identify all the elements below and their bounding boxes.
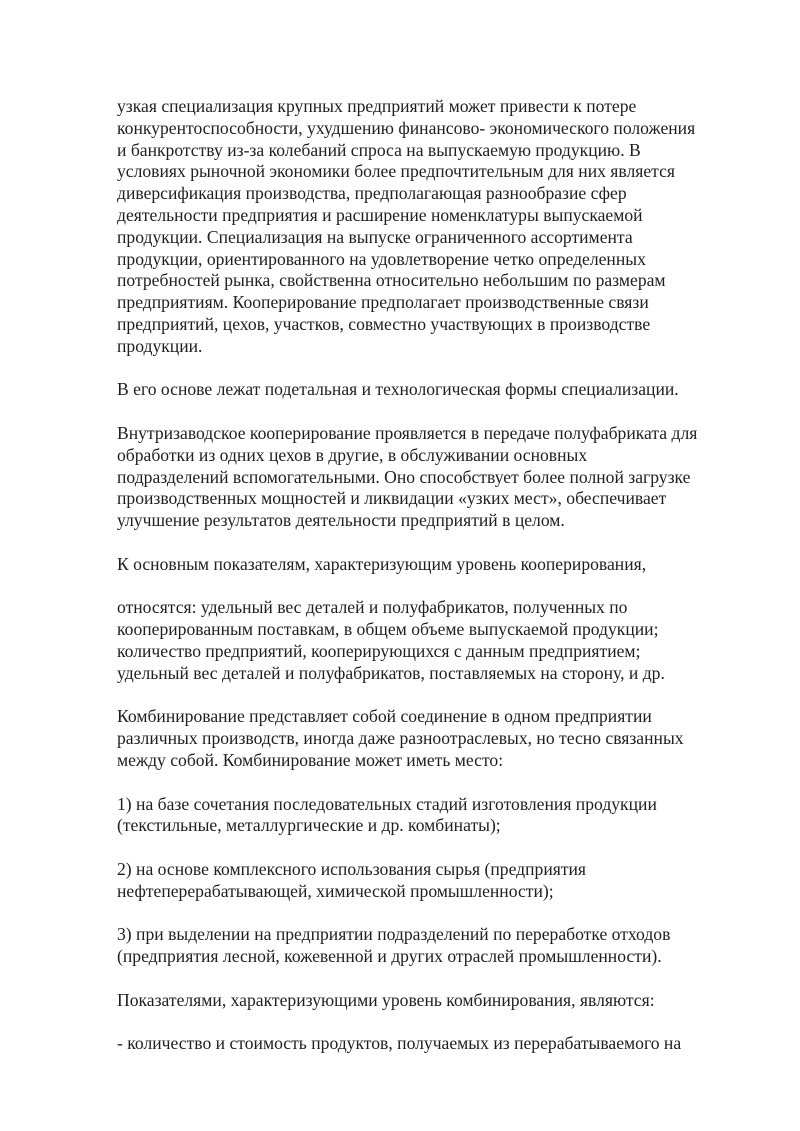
text-line: условиях рыночной экономики более предпочтительным для них является	[117, 161, 675, 182]
text-line: узкая специализация крупных предприятий может привести к потере	[117, 96, 637, 116]
list-item-paragraph	[117, 794, 749, 838]
text-line: К основным показателям, характеризующим уровень кооперирования,	[117, 553, 647, 574]
paragraph	[117, 96, 749, 358]
paragraph	[117, 554, 749, 576]
paragraph	[117, 990, 749, 1012]
text-line: диверсификация производства, предполагающая разнообразие сфер	[117, 183, 627, 204]
text-line: между собой. Комбинирование может иметь место:	[117, 749, 504, 770]
text-line: Внутризаводское кооперирование проявляется в передаче полуфабриката для	[117, 422, 698, 443]
text-line: конкурентоспособности, ухудшению финансово- экономического положения	[117, 117, 696, 138]
text-line: (предприятия лесной, кожевенной и других отраслей промышленности).	[117, 946, 662, 967]
list-item-paragraph	[117, 924, 749, 968]
list-item-paragraph	[117, 859, 749, 903]
text-line: относятся: удельный вес деталей и полуфабрикатов, полученных по	[117, 597, 628, 618]
text-line: кооперированным поставкам, в общем объеме выпускаемой продукции;	[117, 619, 659, 640]
text-line: потребностей рынка, свойственна относительно небольшим по размерам	[117, 270, 666, 291]
text-line: различных производств, иногда даже разноотраслевых, но тесно связанных	[117, 728, 684, 749]
document-page	[117, 96, 749, 1077]
text-line: удельный вес деталей и полуфабрикатов, поставляемых на сторону, и др.	[117, 662, 665, 683]
text-line: Показателями, характеризующими уровень комбинирования, являются:	[117, 989, 655, 1010]
text-line: В его основе лежат подетальная и технологическая формы специализации.	[117, 379, 679, 400]
paragraph	[117, 423, 749, 532]
text-line: количество предприятий, кооперирующихся с данным предприятием;	[117, 640, 641, 661]
text-line: - количество и стоимость продуктов, получаемых из перерабатываемого на	[117, 1033, 682, 1054]
text-line: 3) при выделении на предприятии подразделений по переработке отходов	[117, 924, 671, 945]
text-line: обработки из одних цехов в другие, в обслуживании основных	[117, 444, 588, 465]
text-line: Комбинирование представляет собой соединение в одном предприятии	[117, 706, 652, 727]
text-line: предприятиям. Кооперирование предполагает производственные связи	[117, 292, 649, 313]
text-line: продукции. Специализация на выпуске ограниченного ассортимента	[117, 226, 633, 247]
text-line: производственных мощностей и ликвидации «узких мест», обеспечивает	[117, 488, 667, 509]
paragraph	[117, 1033, 749, 1055]
paragraph	[117, 597, 749, 684]
paragraph	[117, 706, 749, 771]
text-line: продукции, ориентированного на удовлетворение четко определенных	[117, 248, 646, 269]
text-line: 2) на основе комплексного использования сырья (предприятия	[117, 858, 587, 879]
text-line: 1) на базе сочетания последовательных стадий изготовления продукции	[117, 793, 657, 814]
paragraph	[117, 379, 749, 401]
text-line: подразделений вспомогательными. Оно способствует более полной загрузке	[117, 466, 691, 487]
text-line: (текстильные, металлургические и др. комбинаты);	[117, 815, 501, 836]
text-line: продукции.	[117, 335, 203, 356]
text-line: деятельности предприятия и расширение номенклатуры выпускаемой	[117, 204, 643, 225]
text-line: улучшение результатов деятельности предприятий в целом.	[117, 510, 565, 531]
text-line: предприятий, цехов, участков, совместно участвующих в производстве	[117, 313, 651, 334]
text-line: и банкротству из-за колебаний спроса на выпускаемую продукцию. В	[117, 139, 641, 160]
text-line: нефтеперерабатывающей, химической промышленности);	[117, 880, 554, 901]
